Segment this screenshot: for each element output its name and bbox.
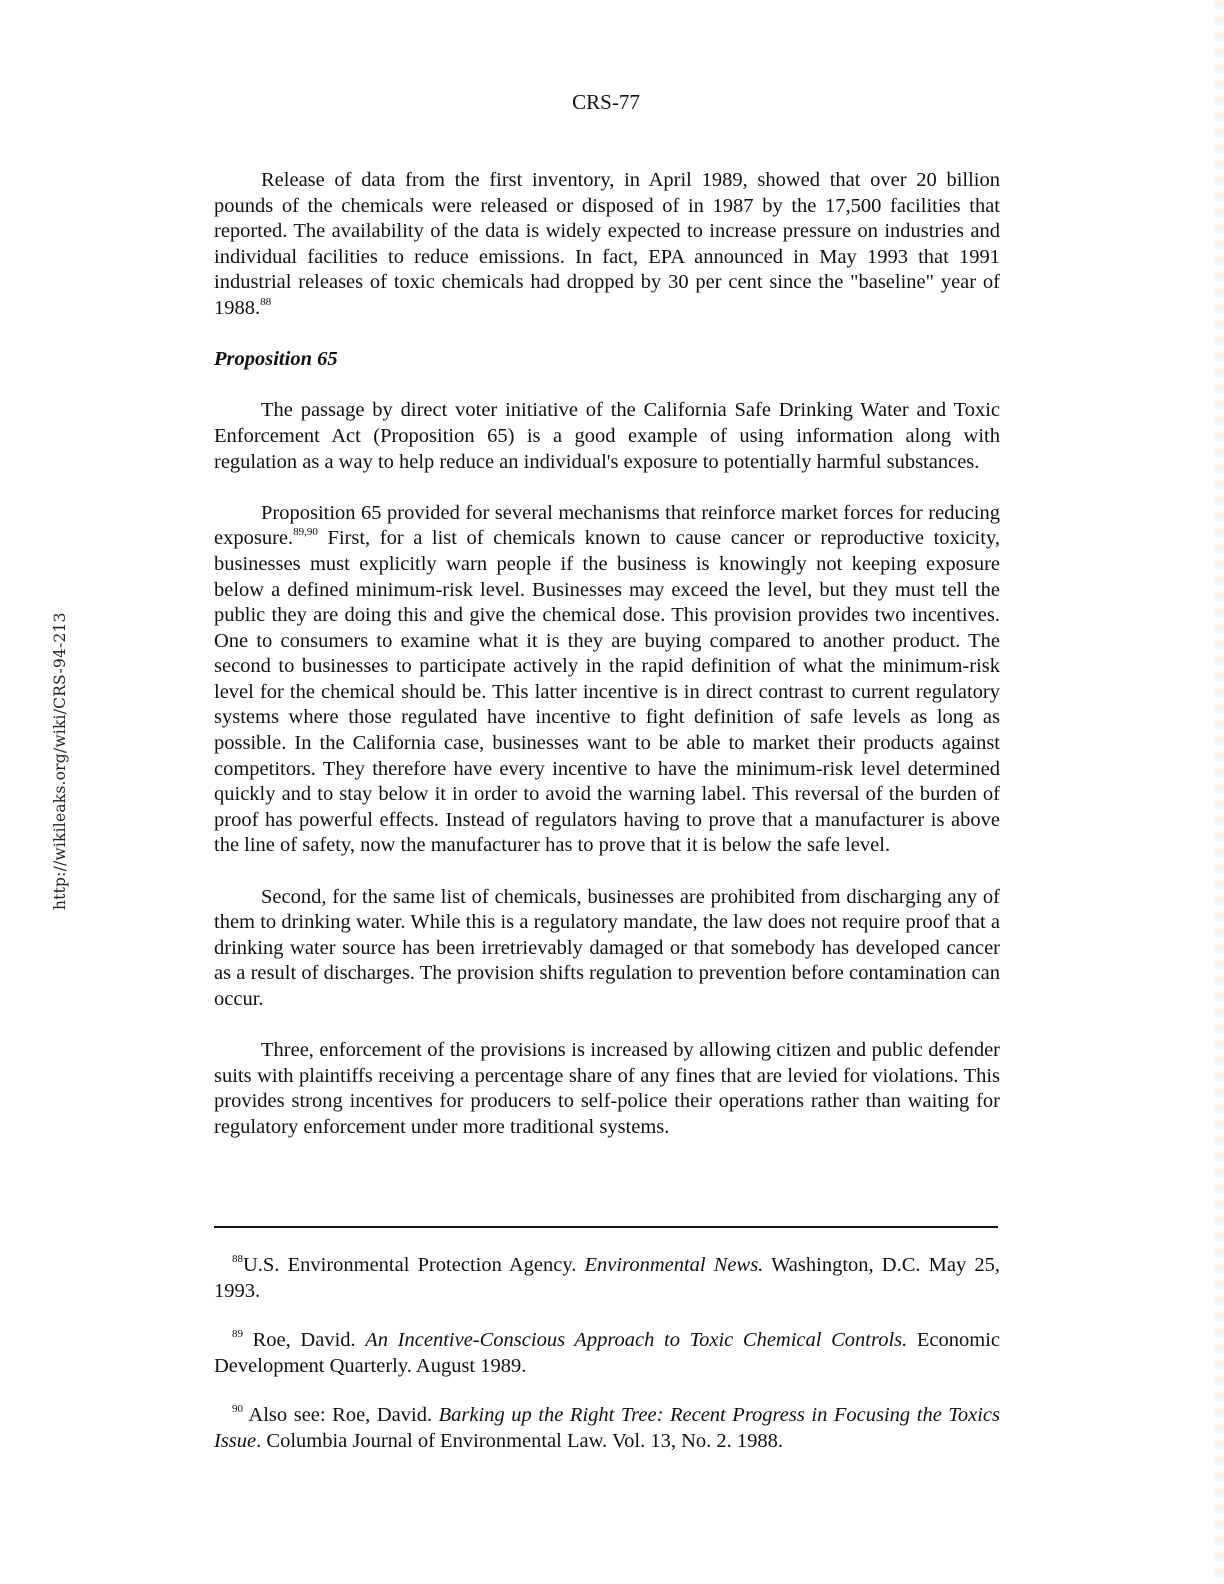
paragraph-second-mechanism: Second, for the same list of chemicals, businesses are prohibited from discharging any of them to drinking water. While this is a regulatory mandate, the law does not require proof that a drinking water source has been irretrievably damaged or that somebody has developed cancer as a result of discharges. The provision shifts regulation to prevention before contamination can occur.	[214, 885, 1000, 1010]
paragraph-text: First, for a list of chemicals known to cause cancer or reproductive toxicity, businesses must explicitly warn people if the business is knowingly not keeping exposure below a defined minimum-risk level. Businesses may exceed the level, but they must tell the public they are doing this and give the chemical dose. This provision provides two incentives. One to consumers to examine what it is they are buying compared to another product. The second to businesses to participate actively in the rapid definition of what the minimum-risk level for the chemical should be. This latter incentive is in direct contrast to current regulatory systems where those regulated have incentive to fight definition of safe levels as long as possible. In the California case, businesses want to be able to market their products against competitors. They therefore have every incentive to have the minimum-risk level determined quickly and to stay below it in order to avoid the warning label. This reversal of the burden of proof has powerful effects. Instead of regulators having to prove that a manufacturer is above the line of safety, now the manufacturer has to prove that it is below the safe level.	[214, 527, 1000, 857]
footnote-number: 89	[232, 1328, 243, 1341]
footnotes-section	[214, 1253, 1000, 1479]
paragraph-text: Release of data from the first inventory, in April 1989, showed that over 20 billion pounds of the chemicals were released or disposed of in 1987 by the 17,500 facilities that reported. The availability of the data is widely expected to increase pressure on industries and individual facilities to reduce emissions. In fact, EPA announced in May 1993 that 1991 industrial releases of toxic chemicals had dropped by 30 per cent since the "baseline" year of 1988.	[214, 169, 1000, 319]
footnote-text: Roe, David.	[243, 1329, 366, 1352]
section-heading-proposition-65: Proposition 65	[214, 348, 338, 371]
paragraph-mechanisms	[214, 501, 1000, 859]
footnote-text: . Columbia Journal of Environmental Law. Vol. 13, No. 2. 1988.	[256, 1429, 784, 1452]
footnote-ref-89-90[interactable]: 89,90	[293, 526, 318, 539]
footnote-88	[214, 1253, 1000, 1304]
footnote-90	[214, 1403, 1000, 1454]
document-body	[214, 168, 1000, 1166]
paragraph-proposition-65-intro: The passage by direct voter initiative of the California Safe Drinking Water and Toxic Enforcement Act (Proposition 65) is a good example of using information along with regulation as a way to help reduce an individual's exposure to potentially harmful substances.	[214, 399, 1000, 473]
footnote-text: Economic Development Quarterly. August 1989.	[214, 1329, 1000, 1377]
footnote-ref-88[interactable]: 88	[260, 295, 272, 308]
footnote-text: Washington, D.C. May 25, 1993.	[214, 1254, 1000, 1302]
footnote-text: U.S. Environmental Protection Agency.	[243, 1254, 585, 1276]
page-edge-decoration	[1214, 0, 1224, 1584]
footnote-title: Environmental News.	[584, 1254, 764, 1276]
side-watermark-url: http://wikileaks.org/wiki/CRS-94-213	[51, 612, 69, 910]
footnote-89	[214, 1328, 1000, 1379]
footnote-title: An Incentive-Conscious Approach to Toxic Chemical Controls.	[365, 1329, 908, 1352]
paragraph-lead-text: Proposition 65 provided for several mechanisms that reinforce market forces for reducing exposure.	[214, 501, 1000, 550]
footnote-title: Barking up the Right Tree: Recent Progress in Focusing the Toxics Issue	[214, 1404, 1000, 1452]
footnote-number: 88	[232, 1253, 243, 1265]
paragraph-third-mechanism: Three, enforcement of the provisions is increased by allowing citizen and public defender suits with plaintiffs receiving a percentage share of any fines that are levied for violations. This provides strong incentives for producers to self-police their operations rather than waiting for regulatory enforcement under more traditional systems.	[214, 1039, 1000, 1138]
footnote-number: 90	[232, 1403, 243, 1416]
paragraph-toxic-release-inventory	[214, 168, 1000, 322]
footnote-separator-rule	[214, 1226, 998, 1228]
footnote-text: Also see: Roe, David.	[243, 1404, 439, 1427]
page-number: CRS-77	[572, 90, 640, 114]
